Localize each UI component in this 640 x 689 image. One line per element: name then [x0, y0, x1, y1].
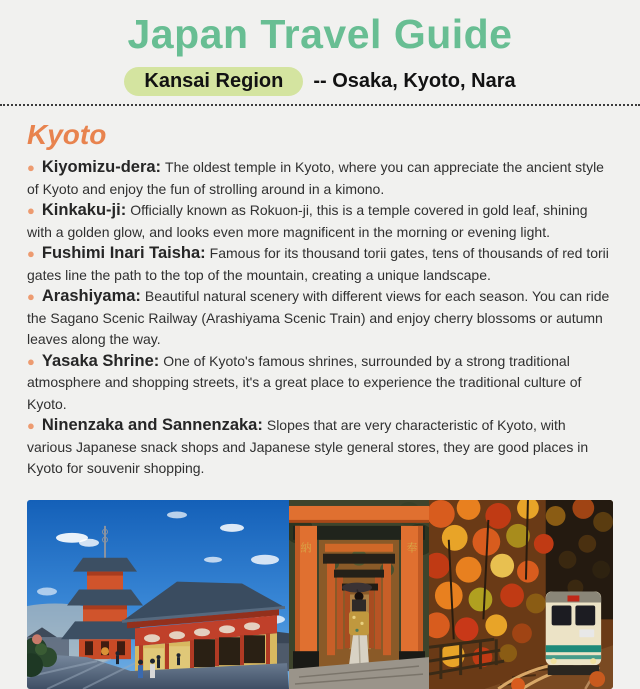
- dotted-divider: [0, 104, 640, 106]
- item-description: Officially known as Rokuon-ji, this is a temple covered in gold leaf, shining with a golden glow, and looks even more magnificent in the morning or evening light.: [27, 202, 588, 240]
- content: [0, 119, 640, 689]
- bullet-icon: [27, 203, 35, 218]
- fushimi-inari-torii-gates-photo: [289, 500, 429, 689]
- list-item: [27, 243, 613, 286]
- list-item: [27, 415, 613, 480]
- list-item: [27, 286, 613, 351]
- page-title: Japan Travel Guide: [127, 11, 513, 57]
- item-label: Kinkaku-ji:: [41, 201, 127, 219]
- kiyomizu-dera-illustration: [27, 500, 289, 689]
- list-item: [27, 351, 613, 416]
- arashiyama-autumn-train-photo: [429, 500, 613, 689]
- region-cities-text: -- Osaka, Kyoto, Nara: [313, 69, 516, 92]
- region-badge: Kansai Region: [124, 67, 303, 96]
- item-description: Slopes that are very characteristic of Kyoto, with various Japanese snack shops and Japanese style general stores, they are good places in Kyoto for souvenir shopping.: [27, 417, 589, 476]
- photo-collage: [27, 500, 613, 689]
- svg-text:奉: 奉: [406, 541, 418, 555]
- kiyomizu-dera-temple-photo: [27, 500, 289, 689]
- bullet-icon: [27, 289, 35, 304]
- bullet-icon: [27, 418, 35, 433]
- item-label: Arashiyama:: [41, 287, 141, 305]
- region-row: [0, 66, 640, 96]
- page-header: [0, 0, 640, 106]
- bullet-icon: [27, 246, 35, 261]
- item-description: The oldest temple in Kyoto, where you can appreciate the ancient style of Kyoto and enjoy the fun of strolling around in a kimono.: [27, 159, 604, 197]
- item-description: Beautiful natural scenery with different views for each season. You can ride the Sagano Scenic Railway (Arashiyama Scenic Train) and enjoy cherry blossoms or autumn leaves along the way.: [27, 288, 610, 347]
- autumn-train-illustration: [429, 500, 613, 689]
- svg-text:納: 納: [300, 541, 312, 555]
- torii-gates-illustration: [289, 500, 429, 689]
- item-description: Famous for its thousand torii gates, tens of thousands of red torii gates line the path to the top of the mountain, creating a unique landscape.: [27, 245, 609, 283]
- list-item: [27, 157, 613, 200]
- bullet-icon: [27, 160, 35, 175]
- item-description: One of Kyoto's famous shrines, surrounded by a strong traditional atmosphere and shopping streets, it's a great place to experience the traditional culture of Kyoto.: [27, 352, 582, 412]
- bullet-icon: [27, 354, 35, 369]
- item-label: Kiyomizu-dera:: [41, 158, 162, 176]
- item-label: Ninenzaka and Sannenzaka:: [41, 416, 263, 434]
- list-item: [27, 200, 613, 243]
- section-heading-kyoto: Kyoto: [27, 119, 107, 150]
- item-label: Yasaka Shrine:: [41, 351, 160, 370]
- item-label: Fushimi Inari Taisha:: [41, 244, 206, 262]
